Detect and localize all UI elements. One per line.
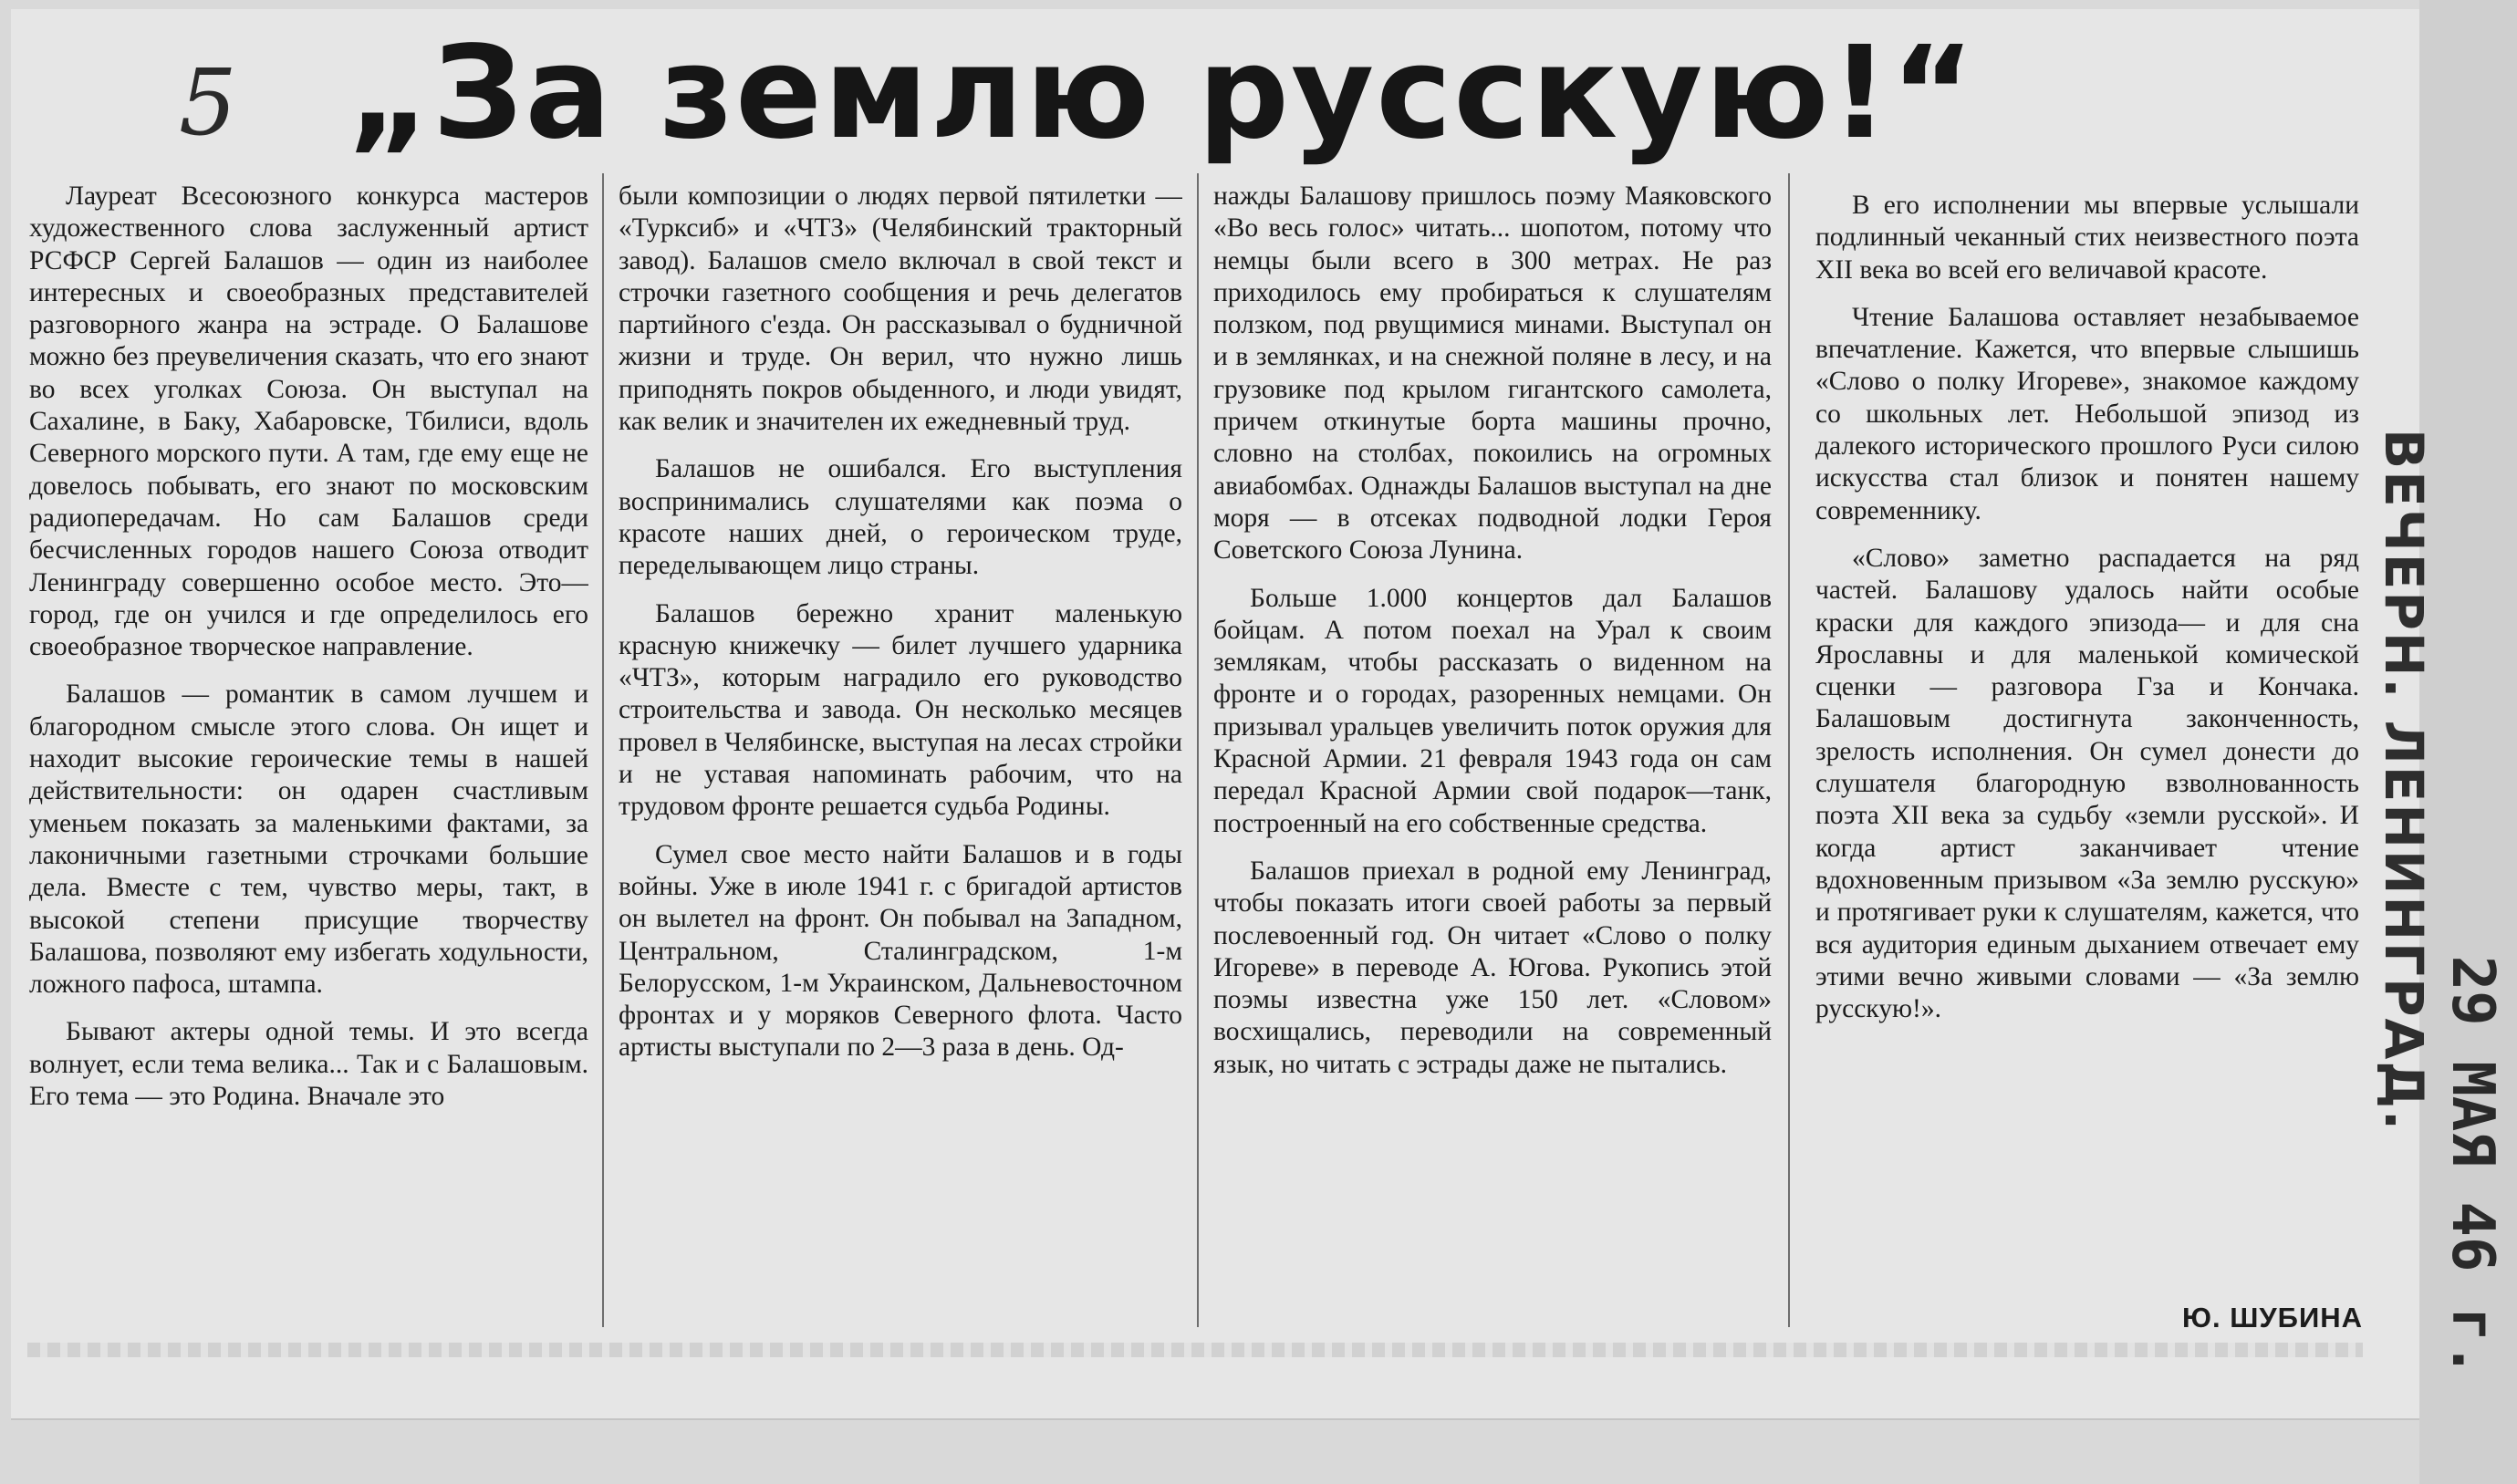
author-byline: Ю. ШУБИНА <box>2182 1302 2363 1334</box>
text-column-3 <box>1213 181 1772 1339</box>
column-rule <box>1197 173 1199 1327</box>
stamp-date: 29 МАЯ 46 г. <box>2439 955 2506 1377</box>
paragraph: Балашов бережно хранит маленькую красную книжечку — билет лучшего ударника «ЧТЗ», которым наградило его руководство строительства и завода. Он несколько месяцев провел в Челябинске, выступая на лесах стройки и не уставая напоминать рабочим, что на трудовом фронте решается судьба Родины. <box>619 598 1182 822</box>
stamp-source: ВЕЧЕРН. ЛЕНИНГРАД. <box>2373 429 2435 1133</box>
paragraph: Бывают актеры одной темы. И это всегда волнует, если тема велика... Так и с Балашовым. Его тема — это Родина. Вначале это <box>29 1017 588 1112</box>
paragraph: «Слово» заметно распадается на ряд частей. Балашову удалось найти особые краски для каждого эпизода— и для сна Ярославны и для маленькой комической сценки — разговора Гза и Кончака. Балашовым достигнута законченность, зрелость исполнения. Он сумел донести до слушателя благородную взволнованность поэта XII века за судьбу «земли русской». И когда артист заканчивает чтение вдохновенным призывом «За землю русскую» и протягивает руки к слушателям, кажется, что вся аудитория единым дыханием отвечает ему этими вечно живыми словами — «За землю русскую!». <box>1815 543 2359 1024</box>
paragraph: Балашов не ошибался. Его выступления воспринимались слушателями как поэма о красоте наших дней, о героическом труде, переделывающем лицо страны. <box>619 454 1182 581</box>
text-column-4 <box>1815 190 2359 1348</box>
headline: „За землю русскую!“ <box>347 19 1977 168</box>
paragraph: Больше 1.000 концертов дал Балашов бойцам. А потом поехал на Урал к своим землякам, чтобы рассказать о виденном на фронте и о городах, разоренных немцами. Он призывал уральцев увеличить поток оружия для Красной Армии. 21 февраля 1943 года он сам передал Красной Армии свой подарок—танк, построенный на его собственные средства. <box>1213 583 1772 838</box>
paragraph: Балашов приехал в родной ему Ленинград, чтобы показать итоги своей работы за первый послевоенный год. Он читает «Слово о полку Игореве» в переводе А. Югова. Рукопись этой поэмы известна уже 150 лет. «Словом» восхищались, переводили на современный язык, но читать с эстрады даже не пытались. <box>1213 856 1772 1079</box>
column-rule <box>602 173 604 1327</box>
archive-stamp <box>2372 429 2509 1377</box>
text-column-1 <box>29 181 588 1339</box>
paragraph: Чтение Балашова оставляет незабываемое впечатление. Кажется, что впервые слышишь «Слово о полку Игореве», знакомое каждому со школьных лет. Небольшой эпизод из далекого исторического прошлого Руси силою искусства стал близок и понятен нашему современнику. <box>1815 302 2359 525</box>
paragraph: нажды Балашову пришлось поэму Маяковского «Во весь голос» читать... шопотом, потому что немцы были всего в 300 метрах. Не раз приходилось ему пробираться к слушателям ползком, под рвущимися минами. Выступал он и в землянках, и на снежной поляне в лесу, и на грузовике под крылом гигантского самолета, причем откинутые борта машины прочно, словно на столбах, покоились на огромных авиабомбах. Однажды Балашов выступал на дне моря — в отсеках подводной лодки Героя Советского Союза Лунина. <box>1213 182 1772 566</box>
paragraph: Сумел свое место найти Балашов и в годы войны. Уже в июле 1941 г. с бригадой артистов он вылетел на фронт. Он побывал на Западном, Центральном, Сталинградском, 1-м Белорусском, 1-м Украинском, Дальневосточном фронтах и у моряков Северного флота. Часто артисты выступали по 2—3 раза в день. Од- <box>619 839 1182 1063</box>
paragraph: В его исполнении мы впервые услышали подлинный чеканный стих неизвестного поэта XII века во всей его величавой красоте. <box>1815 191 2359 285</box>
bleed-through-text <box>27 1343 2363 1357</box>
paragraph: Лауреат Всесоюзного конкурса мастеров художественного слова заслуженный артист РСФСР Сергей Балашов — один из наиболее интересных и своеобразных представителей разговорного жанра на эстраде. О Балашове можно без преувеличения сказать, что его знают во всех уголках Союза. Он выступал на Сахалине, в Баку, Хабаровске, Тбилиси, вдоль Северного морского пути. А там, где ему еще не довелось побывать, его знают по московским радиопередачам. Но сам Балашов среди бесчисленных городов нашего Союза отводит Ленинграду совершенно особое место. Это—город, где он учился и где определилось его своеобразное творческое направление. <box>29 182 588 662</box>
paragraph: Балашов — романтик в самом лучшем и благородном смысле этого слова. Он ищет и находит высокие героические темы в нашей действительности: он одарен счастливым уменьем показать за маленькими фактами, за лаконичными газетными строчками большие дела. Вместе с тем, чувство меры, такт, в высокой степени присущие творчеству Балашова, позволяют ему избегать ходульности, ложного пафоса, штампа. <box>29 680 588 1000</box>
paragraph: были композиции о людях первой пятилетки — «Турксиб» и «ЧТЗ» (Челябинский тракторный завод). Балашов смело включал в свой текст и строчки газетного сообщения и речь делегатов партийного с'езда. Он рассказывал о будничной жизни и труде. Он верил, что нужно лишь приподнять покров обыденного, и люди увидят, как велик и значителен их ежедневный труд. <box>619 182 1182 437</box>
column-rule <box>1788 173 1790 1327</box>
handwritten-number: 5 <box>179 49 237 156</box>
text-column-2 <box>619 181 1182 1339</box>
